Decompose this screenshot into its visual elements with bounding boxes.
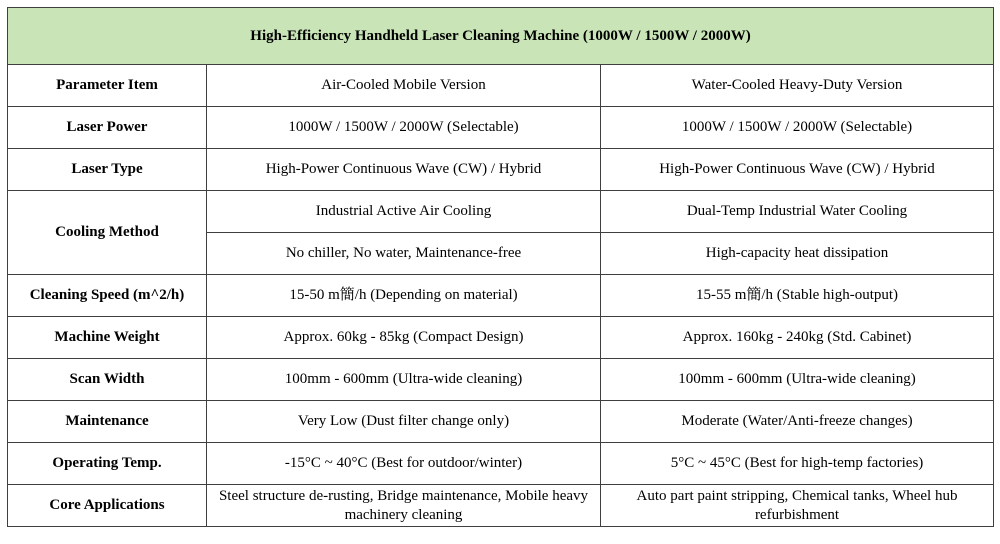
table-row <box>8 191 994 233</box>
table-row <box>8 149 994 191</box>
table-title: High-Efficiency Handheld Laser Cleaning Machine (1000W / 1500W / 2000W) <box>8 8 994 65</box>
table-row <box>8 317 994 359</box>
header-row <box>8 65 994 107</box>
row-water-cooled: 100mm - 600mm (Ultra-wide cleaning) <box>601 359 994 401</box>
row-air-cooled: High-Power Continuous Wave (CW) / Hybrid <box>207 149 601 191</box>
row-param: Operating Temp. <box>8 443 207 485</box>
table-row <box>8 485 994 527</box>
row-water-cooled: Auto part paint stripping, Chemical tanks, Wheel hub refurbishment <box>601 485 994 527</box>
row-param: Maintenance <box>8 401 207 443</box>
row-air-cooled: 100mm - 600mm (Ultra-wide cleaning) <box>207 359 601 401</box>
row-water-cooled: Moderate (Water/Anti-freeze changes) <box>601 401 994 443</box>
row-air-cooled: Approx. 60kg - 85kg (Compact Design) <box>207 317 601 359</box>
row-param: Core Applications <box>8 485 207 527</box>
row-param: Laser Type <box>8 149 207 191</box>
row-water-cooled: Dual-Temp Industrial Water Cooling <box>601 191 994 233</box>
spec-table <box>7 7 994 527</box>
row-param: Scan Width <box>8 359 207 401</box>
row-water-cooled: High-capacity heat dissipation <box>601 233 994 275</box>
table-row <box>8 359 994 401</box>
row-param: Machine Weight <box>8 317 207 359</box>
table-row <box>8 107 994 149</box>
row-air-cooled: Steel structure de-rusting, Bridge maintenance, Mobile heavy machinery cleaning <box>207 485 601 527</box>
row-water-cooled: 15-55 m簡/h (Stable high-output) <box>601 275 994 317</box>
row-water-cooled: 1000W / 1500W / 2000W (Selectable) <box>601 107 994 149</box>
title-row <box>8 8 994 65</box>
row-param: Laser Power <box>8 107 207 149</box>
row-air-cooled: -15°C ~ 40°C (Best for outdoor/winter) <box>207 443 601 485</box>
header-water-cooled: Water-Cooled Heavy-Duty Version <box>601 65 994 107</box>
row-param: Cooling Method <box>8 191 207 275</box>
header-air-cooled: Air-Cooled Mobile Version <box>207 65 601 107</box>
row-air-cooled: Industrial Active Air Cooling <box>207 191 601 233</box>
table-row <box>8 275 994 317</box>
row-air-cooled: 1000W / 1500W / 2000W (Selectable) <box>207 107 601 149</box>
row-water-cooled: Approx. 160kg - 240kg (Std. Cabinet) <box>601 317 994 359</box>
header-param: Parameter Item <box>8 65 207 107</box>
table-row <box>8 401 994 443</box>
row-air-cooled: No chiller, No water, Maintenance-free <box>207 233 601 275</box>
row-water-cooled: 5°C ~ 45°C (Best for high-temp factories) <box>601 443 994 485</box>
row-air-cooled: 15-50 m簡/h (Depending on material) <box>207 275 601 317</box>
row-param: Cleaning Speed (m^2/h) <box>8 275 207 317</box>
row-water-cooled: High-Power Continuous Wave (CW) / Hybrid <box>601 149 994 191</box>
table-row <box>8 443 994 485</box>
row-air-cooled: Very Low (Dust filter change only) <box>207 401 601 443</box>
